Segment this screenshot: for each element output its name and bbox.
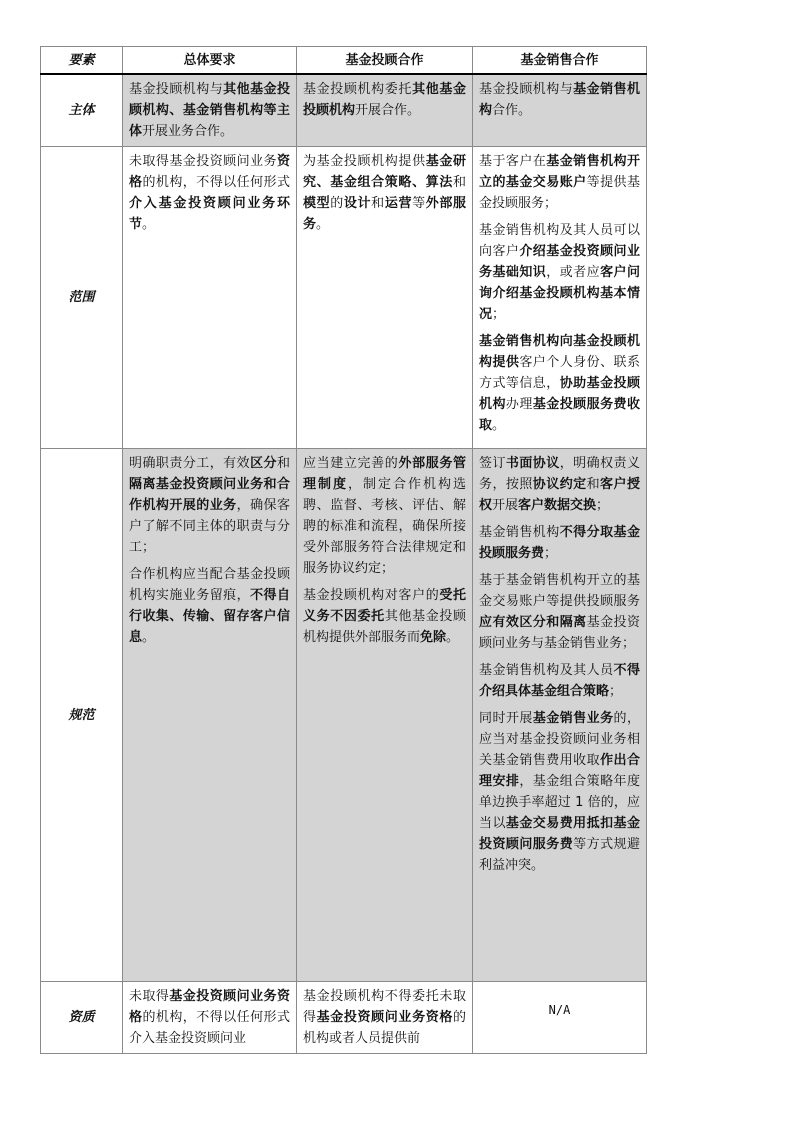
cell-paragraph [129,453,290,558]
text-run: 基金销售机构及其人员 [479,663,614,678]
text-run: ，或者应 [546,265,601,280]
bold-text-run: 受托义务不因委托 [303,588,466,624]
cell-subject-general [123,74,297,147]
bold-text-run: 基金销售机构向基金投顾机构提供 [479,334,640,370]
bold-text-run: 书面协议 [505,456,560,471]
row-qualification [41,982,647,1054]
bold-text-run: 基金投顾服务费收取 [479,397,640,433]
text-run: 和 [586,477,601,492]
text-run: ，制定合作机构选聘、监督、考核、评估、解聘的标准和流程，确保所接受外部服务符合法律规定和服务协议约定； [303,477,466,576]
bold-text-run: 客户问询介绍基金投顾机构基本情况 [479,265,640,322]
text-run: ； [596,498,610,513]
text-run: 其他基金投顾机构提供外部服务而 [303,609,466,645]
cell-paragraph [479,220,640,325]
cell-paragraph [129,151,290,235]
text-run: 和 [371,196,385,211]
header-row [41,47,647,75]
text-run: 等提供基金投顾服务； [479,175,640,211]
row-label-subject: 主体 [41,74,123,147]
text-run: 开展 [492,498,519,513]
bold-text-run: 资格 [129,154,290,190]
cell-paragraph [303,453,466,579]
cell-qualification-sales: N/A [473,982,647,1054]
header-sales-cooperation: 基金销售合作 [473,47,647,75]
table-header [41,47,647,75]
bold-text-run: 不得介绍具体基金组合策略 [479,663,640,699]
bold-text-run: 外部服务 [303,196,466,232]
bold-text-run: 客户数据交换 [518,498,597,513]
cell-paragraph [479,79,640,121]
row-norms [41,449,647,982]
text-run: 。 [492,418,506,433]
bold-text-run: 客户授权 [479,477,640,513]
cell-paragraph [479,331,640,436]
text-run: 基金销售机构及其人员可以向客户 [479,223,640,259]
bold-text-run: 外部服务管理制度 [303,456,466,492]
bold-text-run: 基金投资顾问业务资格 [129,989,290,1025]
bold-text-run: 协议约定 [532,477,587,492]
text-run: 和 [452,175,466,190]
text-run: 等方式规避利益冲突。 [479,837,640,873]
cell-subject-sales [473,74,647,147]
bold-text-run: 协助基金投顾机构 [479,376,640,412]
text-run: 合作机构应当配合基金投顾机构实施业务留痕， [129,567,290,603]
text-run: 的机构，不得以任何形式 [142,175,290,190]
text-run: 办理 [505,397,533,412]
bold-text-run: 介绍基金投资顾问业务基础知识 [479,244,640,280]
bold-text-run: 基金销售业务 [532,711,614,726]
cell-scope-general [123,147,297,449]
text-run: 等 [412,196,426,211]
bold-text-run: 基金销售机构 [479,82,640,118]
text-run: 同时开展 [479,711,533,726]
bold-text-run: 其他基金投顾机构、基金销售机构等主体 [129,82,290,139]
cell-paragraph [479,660,640,702]
text-run: 。 [142,217,156,232]
text-run: ，确保客户了解不同主体的职责与分工； [129,498,290,555]
bold-text-run: 基金交易费用抵扣基金投资顾问服务费 [479,816,640,852]
text-run: ，基金组合策略年度单边换手率超过 1 倍的，应当以 [479,774,640,831]
text-run: ，明确权责义务，按照 [479,456,640,492]
text-run: ； [544,546,558,561]
text-run: 明确职责分工，有效 [129,456,251,471]
text-run: 合作。 [492,103,532,118]
bold-text-run: 区分 [250,456,277,471]
text-run: 基金投顾机构对客户的 [303,588,440,603]
bold-text-run: 基金销售机构开立的基金交易账户 [479,154,640,190]
text-run: 签订 [479,456,506,471]
cell-paragraph [303,79,466,121]
text-run: 客户个人身份、联系方式等信息， [479,355,640,391]
cell-norms-advisory [297,449,473,982]
cell-scope-advisory [297,147,473,449]
bold-text-run: 设计 [343,196,372,211]
text-run: 的机构或者人员提供前 [303,1010,466,1046]
bold-text-run: 介入基金投资顾问业务环节 [129,196,290,232]
cell-paragraph [129,79,290,142]
cell-norms-sales [473,449,647,982]
text-run: 应当建立完善的 [303,456,399,471]
text-run: 。 [316,217,330,232]
text-run: 基金投顾机构不得委托未取得 [303,989,466,1025]
bold-text-run: 应有效区分和隔离 [479,615,587,630]
text-run: 为基金投顾机构提供 [303,154,426,169]
text-run: 的，应当对基金投资顾问业务相关基金销售费用收取 [479,711,640,768]
cell-paragraph [479,453,640,516]
cell-paragraph [303,585,466,648]
text-run: 。 [446,630,460,645]
row-scope [41,147,647,449]
text-run: 的机构，不得以任何形式介入基金投资顾问业 [129,1010,290,1046]
bold-text-run: 基金研究、基金组合策略、算法 [303,154,466,190]
bold-text-run: 隔离基金投资顾问业务和合作机构开展的业务 [129,477,290,513]
text-run: 未取得 [129,989,170,1004]
bold-text-run: 免除 [420,630,447,645]
cell-scope-sales [473,147,647,449]
header-element: 要素 [41,47,123,75]
cell-subject-advisory [297,74,473,147]
bold-text-run: 不得自行收集、传输、留存客户信息 [129,588,290,645]
text-run: ； [492,307,506,322]
bold-text-run: 模型 [303,196,331,211]
row-label-scope: 范围 [41,147,123,449]
text-run: 的 [330,196,344,211]
text-run: 开展合作。 [355,103,421,118]
cell-qualification-advisory [297,982,473,1054]
row-subject [41,74,647,147]
bold-text-run: 不得分取基金投顾服务费 [479,525,640,561]
fund-advisory-cooperation-table [40,46,647,1054]
cell-norms-general [123,449,297,982]
text-run: ； [609,684,623,699]
bold-text-run: 作出合理安排 [479,753,640,789]
cell-qualification-general [123,982,297,1054]
text-run: 基金投资顾问业务与基金销售业务； [479,615,640,651]
bold-text-run: 基金投资顾问业务资格 [316,1010,453,1025]
cell-paragraph [479,570,640,654]
header-advisory-cooperation: 基金投顾合作 [297,47,473,75]
text-run: 基金投顾机构与 [479,82,574,97]
text-run: 基金销售机构 [479,525,560,540]
text-run: 开展业务合作。 [142,124,234,139]
header-general-requirements: 总体要求 [123,47,297,75]
text-run: 基金投顾机构委托 [303,82,413,97]
cell-paragraph [303,986,466,1049]
cell-paragraph [303,151,466,235]
cell-paragraph [479,151,640,214]
cell-paragraph [479,522,640,564]
bold-text-run: 运营 [384,196,413,211]
cell-paragraph [479,708,640,876]
row-label-norms: 规范 [41,449,123,982]
text-run: 。 [142,630,156,645]
bold-text-run: 其他基金投顾机构 [303,82,466,118]
text-run: 未取得基金投资顾问业务 [129,154,277,169]
text-run: 基金投顾机构与 [129,82,224,97]
cell-paragraph [129,564,290,648]
text-run: 基于客户在 [479,154,547,169]
text-run: 和 [276,456,290,471]
text-run: 基于基金销售机构开立的基金交易账户等提供投顾服务 [479,573,640,609]
cell-paragraph [129,986,290,1049]
row-label-qualification: 资质 [41,982,123,1054]
